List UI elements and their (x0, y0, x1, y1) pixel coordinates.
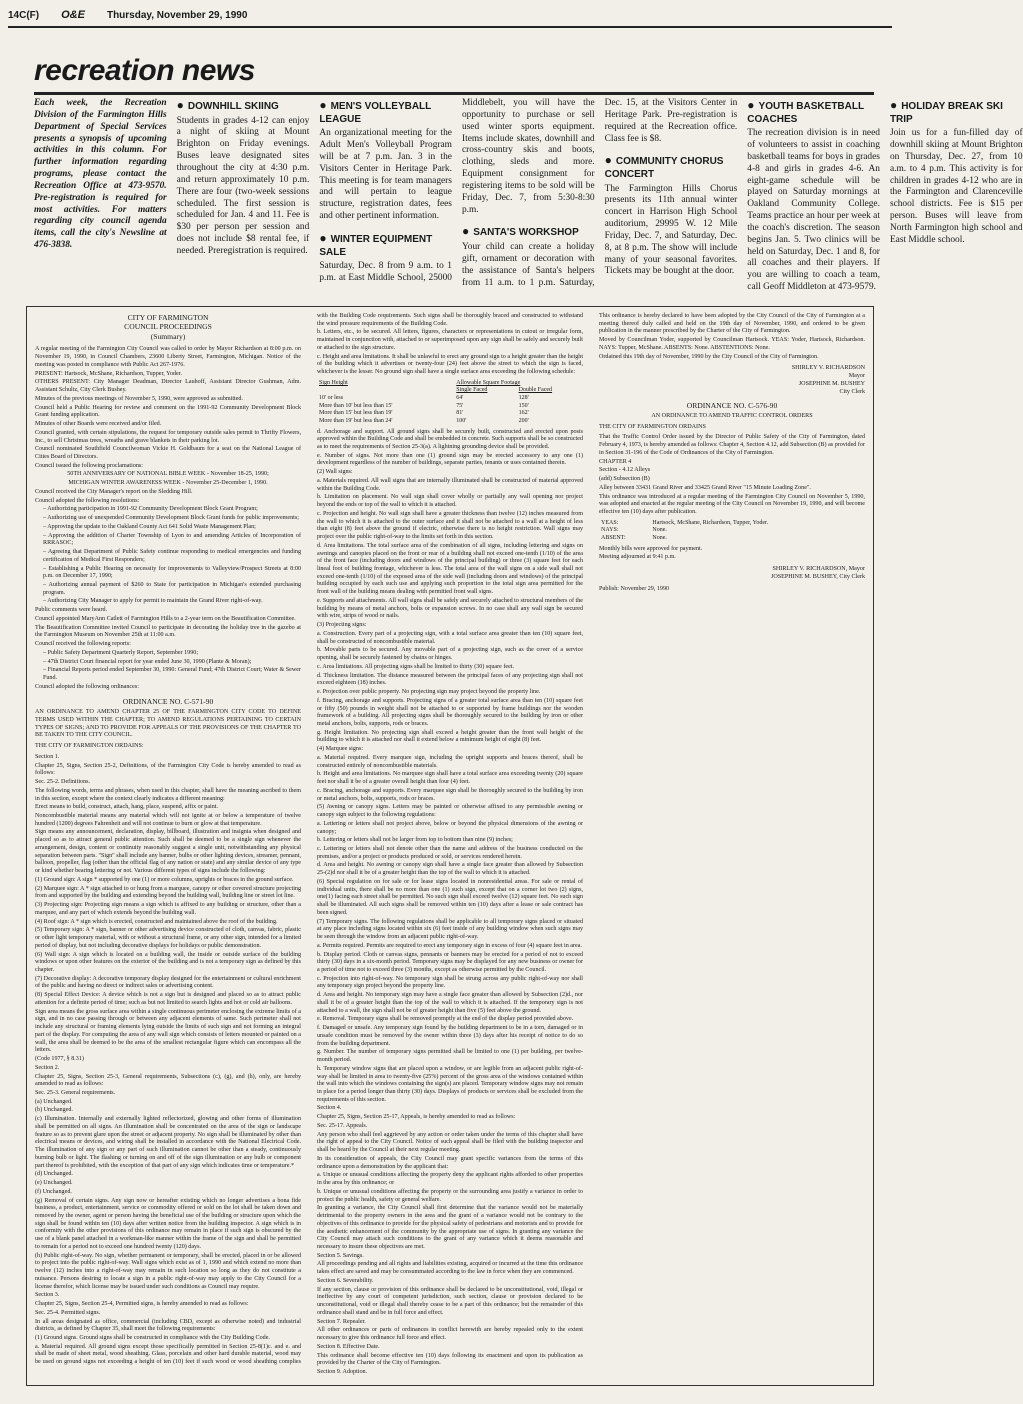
article-heading (462, 224, 595, 240)
ordinance-paragraph: Section 4. (317, 1105, 342, 1112)
proceeding-paragraph: Council nominated Southfield Councilwoman Vickie H. Goldbaum for a seat on the National League of Cities Board of Directors. (35, 446, 301, 460)
ordinance-paragraph: (c) Illumination. Internally and externally lighted reflectorized, glowing and other forms of illumination shall be permitted on all signs. An illumination shall be concentrated on the area of the sign or landscape feature so as to prevent glare upon the street or adjacent property. No sign shall be illuminated by other than electrical means or devices, and wiring shall be installed in accordance with the National Electrical Code. The illumination of any sign or any part of such illumination cannot be other than a steady, continuously burning bulb or light. The flashing or turning on and off of the sign illumination or any bulb or component part thereof is prohibited, with the exception of that part of any sign which indicates time or temperature.* (35, 1116, 301, 1169)
recreation-news-columns (34, 98, 1023, 294)
table-row (317, 418, 583, 426)
ordinance-paragraph: This ordinance was introduced at a regular meeting of the Farmington City Council on November 5, 1990, was adopted and enacted at the regular meeting of the City Council on November 19, 1990, and will become effective ten (10) days after publication. (599, 493, 865, 516)
table-cell: 162' (518, 410, 529, 417)
signature-line: Mayor (848, 373, 865, 380)
ordinance-paragraph: Section 3. (35, 1292, 60, 1299)
closing-paragraph: Meeting adjourned at 9:41 p.m. (599, 554, 676, 561)
ordinance-paragraph: a. Materials required. All wall signs that are internally illuminated shall be constructed of material approved within the Building Code. (317, 477, 583, 492)
article-heading-text: YOUTH BASKETBALL COACHES (747, 101, 864, 125)
proceeding-paragraph: A regular meeting of the Farmington City Council was called to order by Mayor Richardson at 8:00 p.m. on November 19, 1990, in Council Chambers, 23600 Liberty Street, Farmington, Michigan. Notice of the meeting was posted in compliance with Public Act 267-1976. (35, 346, 301, 368)
table-row (317, 395, 583, 403)
ordinance-paragraph: All other ordinances or parts of ordinances in conflict herewith are hereby repealed only to the extent necessary to give this ordinance full force and effect. (317, 1327, 583, 1342)
report-text: Financial Reports period ended September 30, 1990: General Fund; 47th District Court; Water & Sewer Fund. (43, 667, 301, 682)
ordinance-paragraph: d. Thickness limitation. The distance measured between the principal faces of any projecting sign shall not exceed eighteen (18) inches. (317, 672, 583, 687)
table-cell: 10' or less (319, 395, 344, 402)
ordinance-paragraph: Ordained this 19th day of November, 1990 by the City Council of the City of Farmington. (599, 353, 819, 360)
ordinance-paragraph: b. Movable parts to be secured. Any movable part of a projecting sign, such as the cover of a service opening, shall be securely fastened by chains or hinges. (317, 647, 583, 662)
table-cell: 81' (456, 410, 464, 417)
article-heading (747, 98, 880, 126)
ordinance-paragraph: a. Permits required. Permits are required to erect any temporary sign in excess of four (4) square feet in area. (317, 942, 582, 949)
ordinance-paragraph: (1) Ground sign: A sign * supported by one (1) or more columns, uprights or braces in the ground surface. (35, 876, 294, 883)
resolution-item: – Authorizing City Manager to apply for permit to maintain the Grand River right-of-way. (43, 598, 263, 605)
ordinance-paragraph: In all areas designated as office, commercial (including CBD, except as otherwise noted) and industrial districts, as defined by Chapter 35, shall meet the following requirements: (35, 1318, 301, 1333)
ordinance-paragraph: d. Area limitations. The total surface area of the combination of all signs, including lettering and signs on awnings and canopies placed on the front or rear of a building shall not exceed one-tenth (1/10) of the area of the front face (including doors and windows of the principal building) or three (3) square feet for each lineal foot of building frontage, whichever is less. The total area of the wall signs on a side wall shall not exceed one-tenth (1/10) of the exposed area of the side wall (including doors and windows) of the principal building occupied by each such use and applying such proportion to the total sign area permitted for the front wall of the building means dealing with permitted front wall signs. (317, 542, 583, 596)
ordinance-paragraph: f. Bracing, anchorage and supports. Projecting signs of a greater total surface area than ten (10) square feet or fifty (50) pounds in weight shall not be attached to or supported by frame buildings nor the wooden framework of a building. All projecting signs shall be thoroughly secured to the building by iron or other metal anchors, bolts, supports, rods or braces. (317, 697, 583, 727)
ordinance-paragraph: In granting a variance, the City Council shall first determine that the variance would not be materially detrimental to the property owners in the area and the grant of a variance would not be contrary to the objectives of this ordinance to provide for the physical safety of pedestrians and motorists and to provide for the aesthetic enhancement of the community by the appropriate use of signs. In granting any variance the City Council may attach such conditions to the grant of any variance which it deems reasonable and necessary to insure these objectives are met. (317, 1205, 583, 1250)
vote-table (599, 520, 865, 543)
signature-line: SHIRLEY V. RICHARDSON (791, 365, 865, 372)
vote-label: YEAS: (601, 519, 619, 526)
ordains-line: THE CITY OF FARMINGTON ORDAINS: (35, 743, 144, 750)
ordinance-paragraph: d. Area and height. No awning or canopy sign shall have a single face greater than allowed by Subsection 25-(2)d nor shall it be of a greater height than the top of the wall to which it is attached. (317, 862, 583, 877)
table-subheader: Single Faced (456, 387, 488, 394)
table-header: Sign Height (319, 379, 348, 386)
article-heading-text: DOWNHILL SKIING (187, 101, 279, 112)
ordinance-paragraph: e. Supports and attachments. All wall signs shall be safely and securely attached to structural members of the building by means of metal anchors, bolts or expansion screws. In no case shall any wall sign be secured with wire, strips of wood or nails. (317, 597, 583, 620)
ordinance-paragraph: Section 1. (35, 753, 60, 760)
article-body: The Farmington Hills Chorus presents its 11th annual winter concert in Harrison High School auditorium, 29995 W. 12 Mile Friday, Dec. 7, and Saturday, Dec. 8, at 8 p.m. The show will include many of your seasonal favorites. Tickets may be bought at the door. (604, 183, 738, 277)
proceeding-paragraph: Council issued the following proclamations: (35, 462, 143, 469)
ordinance-paragraph: Sec. 25-2. Definitions. (35, 779, 91, 786)
ordinance-paragraph: a. Material required. Every marquee sign, including the upright supports and braces thereof, shall be constructed entirely of noncombustible materials. (317, 754, 583, 769)
ordinance-paragraph: c. Projection and height. No wall sign shall have a greater thickness than twelve (12) inches measured from the wall to which it is attached to the outer surface and it shall not be attached to a wall at a height of less than eight (8) feet above the ground if electric, otherwise there is no height restriction. Wall signs may project over the public right-of-way to the limits set forth in this section. (317, 510, 583, 541)
proceeding-paragraph: Minutes of the previous meetings of November 5, 1990, were approved as submitted. (35, 395, 243, 402)
closing-paragraph: Monthly bills were approved for payment. (599, 545, 703, 552)
proceeding-paragraph: Council adopted the following resolutions: (35, 497, 140, 504)
ordinance-paragraph: Moved by Councilman Yoder, supported by Councilman Hartsock. YEAS: Yoder, Hartsock, Richardson. NAYS: Tupper, McShane. ABSENTS: None. ABSTENTIONS: None. (599, 337, 865, 351)
page-header (8, 4, 892, 28)
ordinance-paragraph: Section 6. Severability. (317, 1277, 374, 1284)
ordinance-paragraph: (8) Special Effect Device: A device which is not a sign but is designed and placed so as to attract public attention for a definite period of time; such as but not limited to search lights and hot or cold air balloons. (35, 992, 301, 1006)
ordinance-caption: AN ORDINANCE TO AMEND TRAFFIC CONTROL ORDERS (651, 412, 813, 419)
resolution-text: Establishing a Public Hearing on necessity for improvements to Valleyview/Prospect Streets at 8:00 p.m. on December 17, 1990; (43, 565, 301, 580)
article-heading (177, 98, 310, 114)
ordinance-paragraph: (a) Unchanged. (35, 1098, 73, 1105)
ordains-line: THE CITY OF FARMINGTON ORDAINS (599, 423, 706, 430)
proceeding-paragraph: Council received the City Manager's report on the Sledding Hill. (35, 488, 193, 495)
table-cell: 100' (456, 417, 467, 424)
table-cell: More than 19' but less than 24' (319, 417, 393, 424)
bullet-icon: ● (319, 98, 327, 112)
vote-value: None. (652, 535, 667, 542)
report-text: Public Safety Department Quarterly Report, September 1990; (47, 649, 199, 656)
ordinance-paragraph: (3) Projecting signs: (317, 622, 367, 629)
ordinance-paragraph: b. Unique or unusual conditions affecting the property or the surrounding area justify a variance in order to protect the public health, safety or general welfare. (317, 1188, 583, 1203)
sign-area-table (317, 380, 583, 426)
signature-block (599, 566, 865, 581)
ordinance-paragraph: Section - 4.12 Alleys (599, 467, 651, 474)
ordinance-paragraph: CHAPTER 4 (599, 458, 632, 465)
bullet-icon: ● (319, 230, 327, 245)
article-heading-text: COMMUNITY CHORUS CONCERT (604, 156, 724, 180)
footer-mark (300, 1392, 302, 1401)
ordinance-paragraph: That the Traffic Control Order issued by the Director of Public Safety of the City of Farmington, dated February 4, 1973, is hereby amended as follows: Chapter 4, Section 4.12, add Subsection (B) as provided for in Section 31-196 of the Code of Ordinances of the City of Farmington. (599, 434, 865, 456)
article-body: An organizational meeting for the Adult Men's Volleyball Program will be at 7 p.m. Jan. 3 in the Visitors Center in Heritage Park. This meeting is for team managers and will pertain to league structure, registration dates, fees and other pertinent information. (319, 128, 452, 222)
ordinance-paragraph: (Code 1977, § 8.31) (35, 1056, 84, 1063)
article-body: Students in grades 4-12 can enjoy a night of skiing at Mount Brighton on Friday evenings. Buses leave designated sites throughout the city at 4:30 p.m. and return approximately 10 p.m. There are four (two-week sessions scheduled. The first session is scheduled for Jan. 4 and 11. Fee is $30 per person per session and does not include $8 rental fee, if needed. Preregistration is required. (176, 115, 310, 256)
ordinance-paragraph: Sec. 25-4. Permitted signs. (35, 1309, 101, 1316)
ordinance-paragraph: Chapter 25, Signs, Section 25-4, Permitted signs, is hereby amended to read as follows: (35, 1301, 249, 1308)
article-heading (890, 98, 1023, 126)
article-heading (319, 98, 452, 126)
vote-row (599, 527, 865, 535)
ordinance-paragraph: All proceedings pending and all rights and liabilities existing, acquired or incurred at the time this ordinance takes effect are saved and may be consummated according to the law in force when they are commenced. (317, 1261, 583, 1276)
ordinance-paragraph: Chapter 25, Signs, Section 25-2, Definitions, of the Farmington City Code is hereby amended to read as follows: (35, 762, 301, 777)
proceeding-paragraph: OTHERS PRESENT: City Manager Deadman, Director Lauhoff, Assistant Director Gushman, Adm. Assistant Schultz, City Clerk Bushey. (35, 379, 301, 394)
ordinance-paragraph: a. Unique or unusual conditions affecting the property deny the applicant rights afforded to other properties in the area by this ordinance; or (317, 1172, 583, 1187)
ordinance-paragraph: In its consideration of appeals, the City Council may grant specific variances from the terms of this ordinance upon a demonstration by the applicant that: (317, 1155, 583, 1170)
ordinance-paragraph: Any person who shall feel aggrieved by any action or order taken under the terms of this chapter shall have the right of appeal to the City Council. Notice of such appeal shall be filed with the building inspector and shall be heard by the Council at their next regular meeting. (317, 1131, 583, 1154)
bullet-icon: ● (747, 98, 755, 112)
legal-notice-body (35, 313, 865, 1379)
resolution-text: Authorizing participation in 1991-92 Community Development Block Grant Program; (47, 506, 258, 513)
ordinance-paragraph: b. Display period. Cloth or canvas signs, pennants or banners may be erected for a period of not to exceed thirty (30) days in a six-month period. Temporary signs may be displayed for any new business or owner for a period of time not to exceed three (3) months, except as otherwise permitted by the Council. (317, 951, 583, 973)
ordinance-paragraph: e. Number of signs. Not more than one (1) ground sign may be erected accessory to any one (1) development regardless of the number of buildings, separate parties, tenants or uses contained therein. (317, 452, 583, 467)
signature-line: JOSEPHINE M. BUSHEY, City Clerk (770, 573, 865, 580)
notice-header (35, 313, 301, 341)
bullet-icon: ● (889, 98, 898, 112)
signature-line: SHIRLEY V. RICHARDSON, Mayor (772, 566, 865, 573)
article-body: Saturday, Dec. 8 from 9 a.m. to 1 p.m. at East Middle School, 25000 Middlebelt, you will have the opportunity to purchase or sell used winter sports equipment. Items include skates, downhill and cross-country skis and boots, clothing, sleds and more. Equipment consignment for registering items to be sold will be Friday, Dec. 7, from 5:30-8:30 p.m. (319, 98, 595, 283)
ordinance-paragraph: The following words, terms and phrases, when used in this chapter, shall have the meaning ascribed to them in this section, except where the context clearly indicates a different meaning: (35, 787, 301, 802)
ordinance-paragraph: a. Construction. Every part of a projecting sign, with a total surface area greater than ten (10) square feet, shall be constructed of noncombustible material. (317, 630, 583, 645)
ordinance-paragraph: f. Damaged or unsafe. Any temporary sign found by the building department to be in a torn, damaged or in unsafe condition must be removed by the owner within three (3) days after his receipt of notice to do so from the building department. (317, 1025, 583, 1047)
ordinance-paragraph: Section 9. Adoption. (317, 1368, 368, 1375)
resolution-item: – Approving the update to the Oakland County Act 641 Solid Waste Management Plan; (43, 523, 256, 530)
section-title: recreation news (34, 54, 255, 87)
table-cell: 64' (456, 395, 464, 402)
ordinance-paragraph: This ordinance shall become effective ten (10) days following its enactment and upon its publication as provided by the Charter of the City of Farmington. (317, 1352, 583, 1367)
publish-date: Publish: November 29, 1990 (599, 585, 670, 592)
ordinance-paragraph: Noncombustible material means any material which will not ignite at or below a temperature of twelve hundred (1200) degrees Fahrenheit and will not continue to burn or glow at that temperature. (35, 813, 301, 827)
ordinance-paragraph: Sign area means the gross surface area within a single continuous perimeter enclosing the extreme limits of a sign, and in no case passing through or between any adjacent elements of same. Such perimeter shall not include any structural or framing elements lying outside the limits of such sign and not forming an integral part of the display. For computing the area of any wall sign which consists of letters mounted or painted on a wall, the area shall be deemed to be the area of the smallest rectangular figure which can encompass all the letters. (35, 1008, 301, 1054)
report-item: – Public Safety Department Quarterly Report, September 1990; (43, 649, 199, 656)
ordinance-paragraph: (2) Wall signs: (317, 469, 353, 476)
proceeding-paragraph: Public comments were heard. (35, 607, 108, 614)
vote-value: None. (652, 527, 667, 534)
table-cell: More than 15' but less than 19' (319, 410, 393, 417)
ordinance-paragraph: g. Number. The number of temporary signs permitted shall be limited to one (1) per building, per twelve-month period. (317, 1049, 583, 1064)
vote-label: NAYS: (601, 527, 619, 534)
bullet-icon: ● (604, 153, 612, 168)
table-cell: 128' (518, 395, 529, 402)
proceeding-paragraph: PRESENT: Hartsock, McShane, Richardson, Tupper, Yoder. (35, 370, 182, 377)
table-subheader: Double Faced (518, 387, 553, 394)
table-header: Allowable Square Footage (456, 379, 521, 386)
vote-row (599, 535, 865, 543)
resolution-text: Authorizing use of unexpended Community Development Block Grant funds for public improvements; (47, 515, 299, 522)
intro-text: Each week, the Recreation Division of the Farmington Hills Department of Special Services presents a synopsis of upcoming activities in this column. For further information regarding programs, please contact the Recreation Office at 473-9570. Pre-registration is required for most activities. For matters regarding city council agenda items, call the city's Newsline at 476-3838. (34, 98, 167, 251)
ordinance-paragraph: Section 2. (35, 1064, 60, 1071)
ordinance-paragraph: (add) Subsection (B) (599, 476, 650, 483)
ordinance-paragraph: Chapter 25, Signs, Section 25-17, Appeals, is hereby amended to read as follows: (317, 1114, 516, 1121)
proceeding-paragraph: Minutes of other Boards were received and/or filed. (35, 421, 162, 428)
resolution-item: – Agreeing that Department of Public Safety continue responding to medical emergencies and funding certification of Medical First Responders; (43, 549, 301, 563)
ordinance-paragraph: Alley between 33431 Grand River and 33425 Grand River "15 Minute Loading Zone". (599, 484, 811, 491)
ordinance-paragraph: g. Height limitation. No projecting sign shall exceed a height greater than the front wall height of the building to which it is attached nor shall it extend below a minimum height of eight (8) feet. (317, 729, 583, 744)
report-item: – 47th District Court financial report for year ended June 30, 1990 (Plante & Moran); (43, 658, 252, 665)
ordinance-paragraph: (4) Roof sign: A * sign which is erected, constructed and maintained above the roof of the building. (35, 918, 278, 925)
title-rule (34, 92, 874, 95)
proceeding-paragraph: Council held a Public Hearing for review and comment on the 1991-92 Community Development Block Grant funding application. (35, 404, 301, 419)
ordinance-paragraph: If any section, clause or provision of this ordinance shall be declared to be unconstitutional, void, illegal or ineffective by any court of competent jurisdiction, such section, clause or provision declared to be unconstitutional, void or illegal shall thereby cease to be a part of this ordinance; but the remainder of this ordinance shall stand and be in full force and effect. (317, 1286, 583, 1316)
vote-row (599, 520, 865, 528)
article-body: The recreation division is in need of volunteers to assist in coaching basketball teams for boys in grades 4-8 and girls in grades 4-6. An eight-game schedule will be played on Saturday mornings at Oakland Community College. Teams practice an hour per week at the coach's discretion. The season begins Jan. 5. Two clinics will be held on Saturday, Dec. 1 and 8, for all coaches and their players. If you are willing to coach a team, call Geoff Middleton at 473-9579. (747, 128, 880, 293)
ordinance-paragraph: (3) Projecting sign: Projecting sign means a sign which is affixed to any building or structure, other than a marquee, and any part of which extends beyond the building wall. (35, 902, 301, 916)
resolution-text: Agreeing that Department of Public Safety continue responding to medical emergencies and funding certification of Medical First Responders; (43, 549, 301, 563)
bullet-icon: ● (461, 224, 470, 239)
vote-value: Hartsock, McShane, Richardson, Tupper, Yoder. (652, 519, 769, 526)
ordinance-paragraph: (g) Removal of certain signs. Any sign now or hereafter existing which no longer advertises a bona fide business, a product, entertainment, service or commodity offered or sold on the lot shall be taken down and removed by the owner, agent or person having the beneficial use of the building or structure upon which the sign shall be found within ten (10) days after written notice from the building inspector. A sign which is in conformity with the other provisions of this ordinance may remain in place if such sign is obscured by the use of a blank panel attached in a workman-like manner within the frame of the sign and shall be permitted to remain for a period not to exceed one hundred twenty (120) days. (35, 1197, 301, 1250)
ordinance-paragraph: (6) Wall sign: A sign which is located on a building wall, the inside or outside surface of the building windows or upon other features on the exterior of the building and is not a temporary sign as defined by this chapter. (35, 951, 301, 973)
ordinance-paragraph: Sec. 25-3. General requirements. (35, 1089, 116, 1096)
resolution-item: – Establishing a Public Hearing on necessity for improvements to Valleyview/Prospect Streets at 8:00 p.m. on December 17, 1990; (43, 565, 301, 580)
table-cell: 75' (456, 402, 464, 409)
ordinance-paragraph: (4) Marquee signs: (317, 746, 364, 753)
report-item: – Financial Reports period ended September 30, 1990: General Fund; 47th District Court; Water & Sewer Fund. (43, 667, 301, 682)
resolution-text: Authorizing annual payment of $260 to State for participation in Michigan's extended purchasing program. (43, 582, 301, 596)
resolution-text: Authorizing City Manager to apply for permit to maintain the Grand River right-of-way. (47, 598, 263, 605)
resolution-item: – Authorizing annual payment of $260 to State for participation in Michigan's extended purchasing program. (43, 582, 301, 596)
legal-notice-box (26, 306, 874, 1386)
ordinance-paragraph: Section 7. Repealer. (317, 1318, 366, 1325)
resolution-item: – Authorizing use of unexpended Community Development Block Grant funds for public improvements; (43, 515, 299, 522)
proceeding-paragraph: Council granted, with certain stipulations, the request for temporary outside sales permit to Thrifty Flowers, Inc., to sell Christmas trees, wreaths and grave blankets in their parking lot. (35, 429, 301, 444)
article-heading (319, 231, 452, 259)
ordinance-paragraph: (7) Decorative display: A decorative temporary display designed for the entertainment or cultural enrichment of the public and having no direct or indirect sales or advertising content. (35, 975, 301, 990)
ordinance-paragraph: Section 8. Effective Date. (317, 1343, 380, 1350)
ordinance-paragraph: Chapter 25, Signs, Section 25-3, General requirements, Subsections (c), (g), and (h), only, are hereby amended to read as follows: (35, 1073, 301, 1088)
resolution-text: Approving the addition of Charter Township of Lyon to and amending Articles of Incorporation of RRRASOC; (43, 532, 302, 547)
bullet-icon: ● (176, 98, 184, 112)
ordinance-paragraph: d. Anchorage and support. All ground signs shall be securely built, constructed and erected upon posts approved within the Building Code and shall be embedded in concrete. Such supports shall be so constructed as to meet the requirements of Section 25-3(a). A lightning grounding device shall be provided. (317, 428, 583, 450)
ordinance-paragraph: e. Projection over public property. No projecting sign may project beyond the property line. (317, 689, 541, 696)
page-number: 14C(F) (8, 9, 40, 21)
ordinance-paragraph: b. Letters, etc., to be secured. All letters, figures, characters or representations in cutout or irregular form, maintained in conjunction with, attached to or superimposed upon any sign shall be safely and securely built or attached to the sign structure. (317, 329, 583, 351)
ordinance-paragraph: c. Projection into right-of-way. No temporary sign shall be strung across any public right-of-way nor shall any temporary sign project beyond the property line. (317, 975, 583, 990)
table-cell: More than 10' but less than 15' (319, 402, 393, 409)
publication-name: O&E (61, 9, 85, 21)
ordinance-paragraph: (d) Unchanged. (35, 1171, 73, 1178)
ordinance-paragraph: Sign means any announcement, declaration, display, billboard, illustration and insignia when designed and placed so as to attract general public attention. Such shall be deemed to be a single sign whenever the arrangement, design, content or continuity reasonably suggest a single unit, notwithstanding any physical separation between parts. "Sign" shall include any banner, bulbs or other lighting devices, streamer, pennant, balloon, propeller, flag (other than the official flag of any nation or state) and any similar device of any type or kind whether bearing lettering or not. Various different types of signs include the following: (35, 829, 301, 875)
ordinance-paragraph: h. Temporary window signs that are placed upon a window, or are legible from an adjacent public right-of-way shall be limited in area to twenty-five (25%) percent of the gross area of the windows contained within the wall into which the windows containing the sign(s) are placed. Temporary window signs may not remain in place for a period longer than thirty (30) days. Displays of products or services shall be excluded from the requirements of this section. (317, 1065, 583, 1103)
ordinance-title: ORDINANCE NO. C-571-90 (122, 696, 214, 706)
ordinance-paragraph: Section 5. Savings. (317, 1252, 364, 1259)
ordinance-paragraph: a. Material required. All ground signs except those specifically permitted in Section 25-8(1)c. and e. and shall be made of sheet metal, wood sheathing. Glass, porcelain and other hard durable material, wood may be used on ground signs not exceeding a height of ten (10) feet if such wood or wood sheathing complies with the Building Code requirements. Such signs shall be thoroughly braced and constructed to withstand the wind pressure requirements of the Building Code. (35, 313, 583, 1366)
proceeding-paragraph: Council received the following reports: (35, 641, 131, 648)
ordinance-paragraph: (f) Unchanged. (35, 1188, 72, 1195)
ordinance-paragraph: Erect means to build, construct, attach, hang, place, suspend, affix or paint. (35, 804, 218, 811)
article-heading-text: WINTER EQUIPMENT SALE (319, 233, 433, 258)
ordinance-paragraph: This ordinance is hereby declared to have been adopted by the City Council of the City of Farmington at a meeting thereof duly called and held on the 19th day of November, 1990, and ordered to be given publication in the manner prescribed by the Charter of the City of Farmington. (599, 313, 865, 335)
article-body: Your child can create a holiday gift, ornament or decoration with the assistance of Santa's helpers from 11 a.m. to 1 p.m. Saturday, Dec. 15, at the Visitors Center in Heritage Park. Pre-registration is required at the Recreation office. Class fee is $8. (461, 98, 738, 288)
article-body: Join us for a fun-filled day of downhill skiing at Mount Brighton on Thursday, Dec. 27, from 10 a.m. to 4 p.m. This activity is for children in grades 4-12 who are in the Farmington and Clarenceville school districts. Fee is $15 per person. Buses will leave from North Farmington high school and East Middle school. (889, 128, 1023, 245)
ordinance-paragraph: (5) Temporary sign: A * sign, banner or other advertising device constructed of cloth, canvas, fabric, plastic or other light temporary material, with or without a structural frame, or any other sign, intended for a limited period of display, but not including decorative displays for holidays or public demonstration. (35, 927, 301, 949)
ordinance-paragraph: c. Bracing, anchorage and supports. Every marquee sign shall be thoroughly secured to the building by iron or metal anchors, bolts, supports, rods or braces. (317, 787, 583, 802)
notice-header-line: (Summary) (150, 331, 186, 341)
article-heading-text: SANTA'S WORKSHOP (473, 227, 579, 239)
notice-header-line: COUNCIL PROCEEDINGS (124, 322, 212, 332)
resolution-item: – Authorizing participation in 1991-92 Community Development Block Grant Program; (43, 506, 258, 513)
proceeding-paragraph: The Beautification Committee invited Council to participate in decorating the holiday tree in the gazebo at the Farmington Museum on November 25th at 11:00 a.m. (35, 624, 301, 639)
ordinance-paragraph: (7) Temporary signs. The following regulations shall be applicable to all temporary signs placed or situated at any place including signs located within six (6) feet inside of any building window when such signs may be seen through the window from an adjacent public right-of-way. (317, 918, 583, 941)
ordinance-paragraph: a. Lettering or letters shall not project above, below or beyond the physical dimensions of the awning or canopy; (317, 820, 583, 835)
ordinance-paragraph: Sec. 25-17. Appeals. (317, 1122, 368, 1129)
article-heading-text: MEN'S VOLLEYBALL LEAGUE (319, 101, 432, 125)
ordinance-paragraph: b. Height and area limitations. No marquee sign shall have a total surface area exceeding twenty (20) square feet nor shall it be of a greater overall height than four (4) feet. (317, 771, 583, 786)
ordinance-paragraph: (2) Marquee sign: A * sign attached to or hung from a marquee, canopy or other covered structure projecting from and supported by the building and extending beyond the building wall, building line or street lot line. (35, 885, 301, 900)
ordinance-paragraph: (5) Awning or canopy signs. Letters may be painted or otherwise affixed to any permissible awning or canopy sign subject to the following regulations: (317, 804, 583, 819)
resolution-item: – Approving the addition of Charter Township of Lyon to and amending Articles of Incorporation of RRRASOC; (43, 532, 302, 547)
proceeding-paragraph: Council appointed MaryAnn Catlett of Farmington Hills to a 2-year term on the Beautification Committee. (35, 615, 296, 622)
ordinance-paragraph: (6) Special regulation on for sale or for lease signs located in nonresidential areas. For sale or rental of individual units, there shall be no more than one (1) such sign, except that on a corner lot two (2) signs, one(1) facing each street shall be permitted. No such sign shall exceed twelve (12) square feet. No such sign shall be illuminated. All such signs shall be removed within ten (10) days after a lease or sale contract has been signed. (317, 878, 583, 916)
ordinance-paragraph: (h) Public right-of-way. No sign, whether permanent or temporary, shall be erected, placed in or be allowed to project into the public right-of-way. Wall signs which exist as of 1, 1990 and which extend no more than twelve (12) inches into a right-of-way may remain in such location so long as they do not constitute a nuisance. Persons desiring to locate a sign in a public right-of-way may apply to the City Council for a license therefor, which license may be issued under such conditions as Council may require. (35, 1252, 301, 1290)
proceeding-paragraph: Council adopted the following ordinances: (35, 683, 139, 690)
vote-label: ABSENT: (601, 535, 626, 542)
table-row (317, 403, 583, 411)
ordinance-caption: AN ORDINANCE TO AMEND CHAPTER 25 OF THE FARMINGTON CITY CODE TO DEFINE TERMS USED WITHIN THE CHAPTER; TO AMEND REGULATIONS PERTAINING TO CERTAIN TYPES OF SIGNS; AND TO PROVIDE FOR APPEALS OF THE PROVISIONS OF THE CHAPTER TO BE TAKEN TO THE CITY COUNCIL. (35, 709, 301, 739)
table-row (317, 410, 583, 418)
proclamation: 50TH ANNIVERSARY OF NATIONAL BIBLE WEEK - November 18-25, 1990; (67, 471, 269, 478)
ordinance-paragraph: d. Area and height. No temporary sign may have a single face greater than allowed by Subsection (2)d., nor shall it be of a greater height than the top of the wall to which it is attached. If the temporary sign is not attached to a wall, the sign shall not be of greater height than five (5) feet above the ground. (317, 992, 583, 1014)
ordinance-paragraph: (1) Ground signs. Ground signs shall be constructed in compliance with the City Building Code. (35, 1335, 270, 1342)
table-cell: 150' (518, 402, 529, 409)
article-heading-text: HOLIDAY BREAK SKI TRIP (889, 101, 1003, 125)
ordinance-paragraph: c. Area limitations. All projecting signs shall be limited to thirty (30) square feet. (317, 663, 514, 670)
ordinance-title: ORDINANCE NO. C-576-90 (686, 401, 778, 411)
ordinance-paragraph: e. Removal. Temporary signs shall be removed promptly at the end of the display period provided above. (317, 1016, 574, 1023)
signature-line: City Clerk (839, 388, 865, 395)
ordinance-paragraph: b. Limitation on placement. No wall sign shall cover wholly or partially any wall opening nor project beyond the ends or top of the wall to which it is attached. (317, 494, 583, 509)
signature-line: JOSEPHINE M. BUSHEY (798, 380, 865, 387)
issue-date: Thursday, November 29, 1990 (106, 9, 248, 21)
resolution-text: Approving the update to the Oakland County Act 641 Solid Waste Management Plan; (47, 523, 256, 530)
ordinance-paragraph: (e) Unchanged. (35, 1180, 73, 1187)
report-text: 47th District Court financial report for year ended June 30, 1990 (Plante & Moran); (47, 658, 252, 665)
signature-block (599, 365, 865, 396)
notice-header-line: CITY OF FARMINGTON (127, 313, 209, 322)
ordinance-paragraph: (b) Unchanged. (35, 1107, 73, 1114)
article-heading (605, 153, 738, 181)
proclamation: MICHIGAN WINTER AWARENESS WEEK - November 25-December 1, 1990. (68, 480, 268, 487)
ordinance-paragraph: c. Lettering or letters shall not denote other than the name and address of the business conducted on the premises, and/or a project or products produced or sold, or services rendered herein. (317, 845, 583, 860)
table-cell: 200' (518, 417, 529, 424)
ordinance-paragraph: b. Lettering or letters shall not be larger from top to bottom than nine (9) inches; (317, 837, 513, 844)
ordinance-paragraph: c. Height and area limitations. It shall be unlawful to erect any ground sign to a height greater than the height of the building which it advertises or twenty-four (24) feet above the street to which the sign is faced, whichever is the lesser. No ground sign shall have a single surface area exceeding the following schedule: (317, 353, 584, 376)
